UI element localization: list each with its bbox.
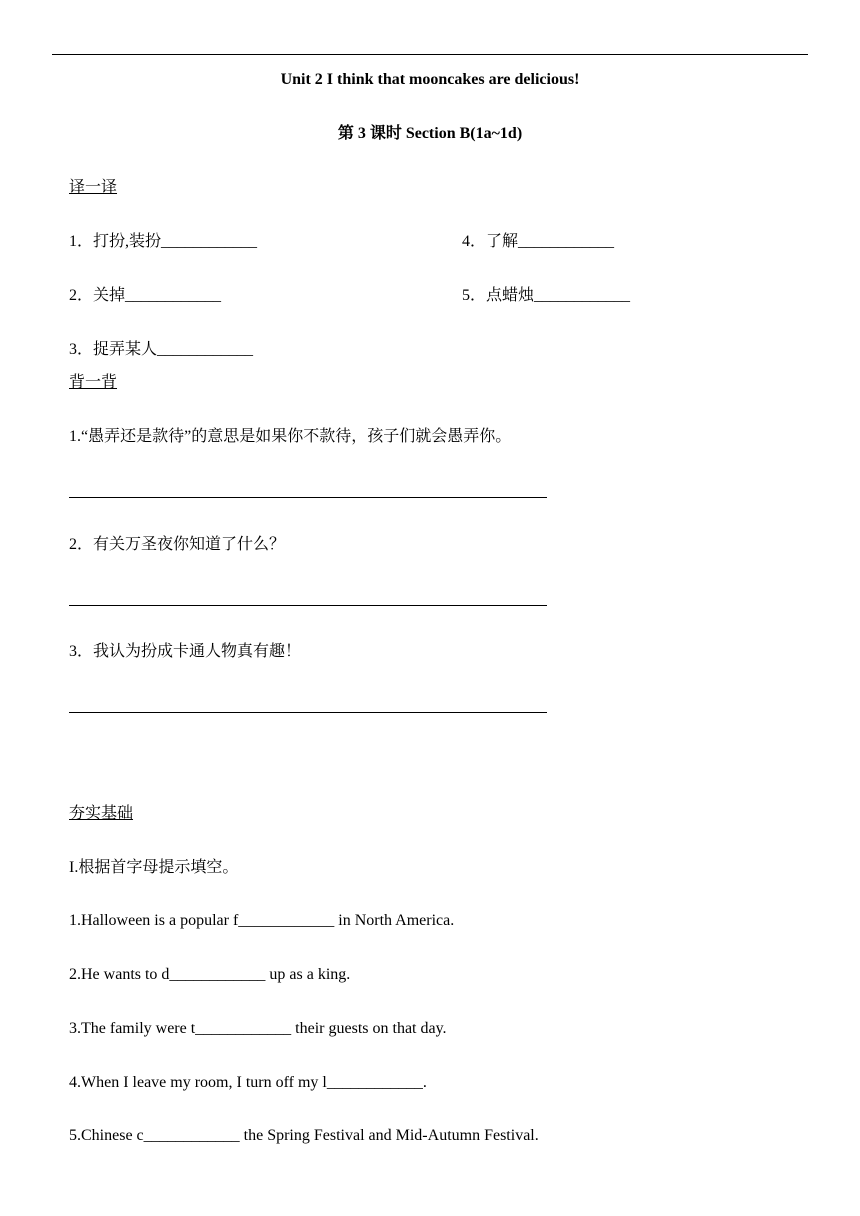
basics-item-5: 5.Chinese c____________ the Spring Festival and Mid-Autumn Festival. [69,1127,539,1144]
recite-item-2: 2．有关万圣夜你知道了什么？ [69,536,286,553]
basics-instruction: I.根据首字母提示填空。 [69,859,239,876]
recite-item-1: 1.“愚弄还是款待”的意思是如果你不款待，孩子们就会愚弄你。 [69,428,512,445]
translate-item-4: 4．了解____________ [462,233,615,250]
basics-item-4: 4.When I leave my room, I turn off my l____________. [69,1074,427,1091]
basics-item-1: 1.Halloween is a popular f____________ in North America. [69,912,455,929]
recite-answer-line-1[interactable] [69,497,547,498]
recite-answer-line-3[interactable] [69,712,547,713]
recite-item-3: 3．我认为扮成卡通人物真有趣！ [69,643,302,660]
translate-item-2: 2．关掉____________ [69,287,222,304]
translate-item-5: 5．点蜡烛____________ [462,287,631,304]
recite-answer-line-2[interactable] [69,605,547,606]
basics-item-2: 2.He wants to d____________ up as a king. [69,966,351,983]
lesson-title: 第 3 课时 Section B(1a~1d) [337,125,523,142]
unit-title: Unit 2 I think that mooncakes are delicious! [280,71,580,88]
basics-item-3: 3.The family were t____________ their guests on that day. [69,1020,447,1037]
header-rule [52,54,808,55]
translate-item-1: 1．打扮,装扮____________ [69,233,258,250]
translate-heading: 译一译 [69,179,118,196]
translate-item-3: 3．捉弄某人____________ [69,341,254,358]
basics-heading: 夯实基础 [69,805,134,822]
recite-heading: 背一背 [69,374,118,391]
